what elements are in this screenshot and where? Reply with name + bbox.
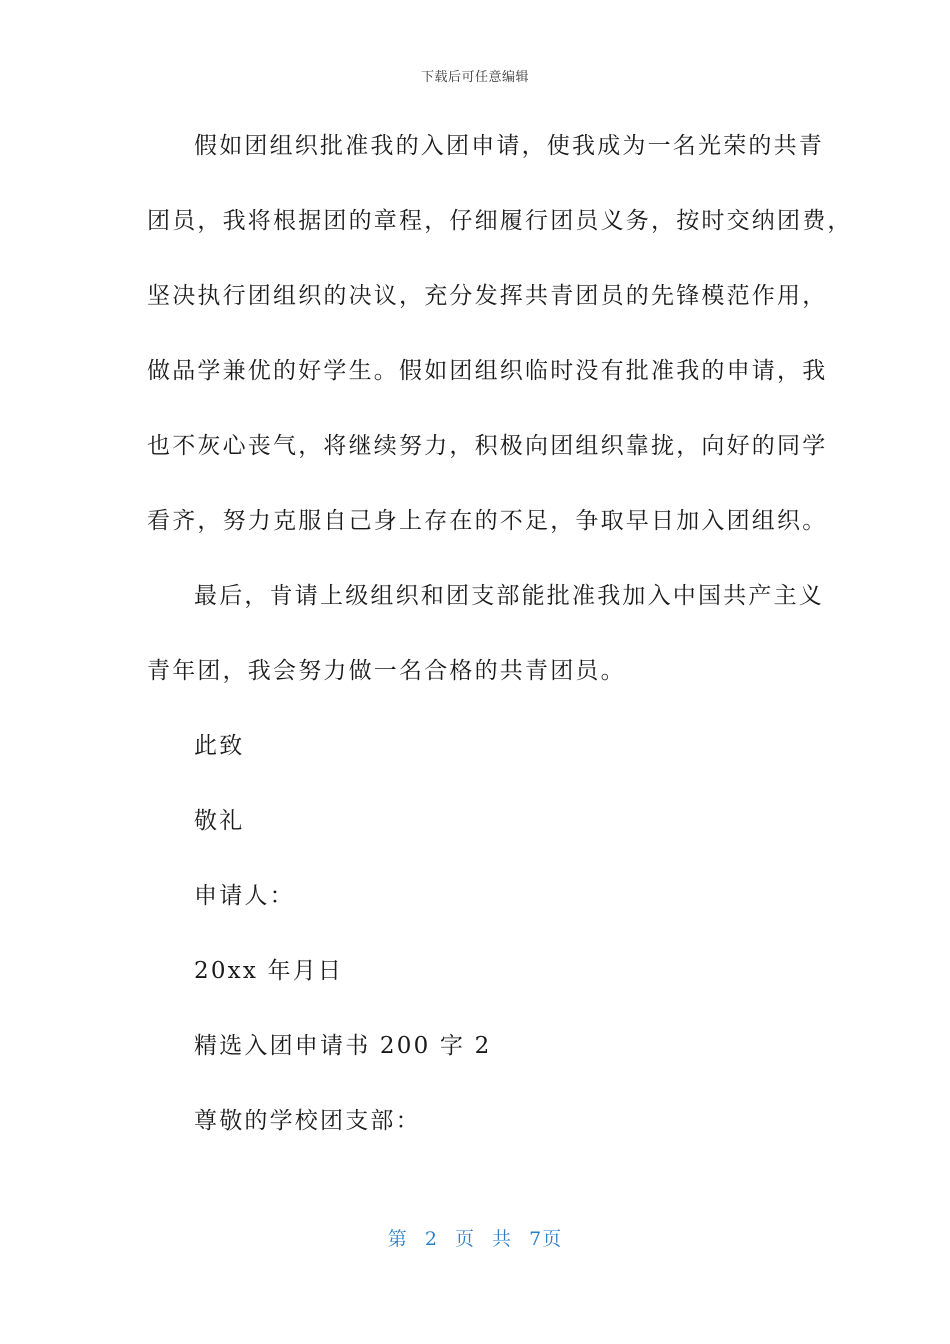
document-body [147,124,853,1174]
body-line: 团员，我将根据团的章程，仔细履行团员义务，按时交纳团费， [147,208,853,234]
body-line: 看齐，努力克服自己身上存在的不足，争取早日加入团组织。 [147,508,828,534]
closing-salutation: 此致 [194,733,245,759]
footer-total-pages: 7页 [529,1228,563,1250]
body-line: 青年团，我会努力做一名合格的共青团员。 [147,658,626,684]
applicant-label: 申请人： [194,883,295,909]
body-line: 也不灰心丧气，将继续努力，积极向团组织靠拢，向好的同学 [147,433,828,459]
header-note: 下载后可任意编辑 [420,70,529,85]
greeting-line: 尊敬的学校团支部： [194,1108,421,1134]
section-title: 精选入团申请书 200 字 2 [194,1033,492,1059]
body-line: 假如团组织批准我的入团申请，使我成为一名光荣的共青 [194,133,824,159]
body-line: 坚决执行团组织的决议，充分发挥共青团员的先锋模范作用， [147,283,828,309]
footer-page-unit: 页 [454,1228,475,1250]
footer-page-label: 第 [387,1228,408,1250]
footer-total-label: 共 [492,1228,513,1250]
closing-regards: 敬礼 [194,808,245,834]
body-line: 做品学兼优的好学生。假如团组织临时没有批准我的申请，我 [147,358,828,384]
date-line: 20xx 年月日 [194,958,344,984]
footer-current-page: 2 [424,1228,438,1250]
page-footer [0,1224,950,1251]
body-line: 最后，肯请上级组织和团支部能批准我加入中国共产主义 [194,583,824,609]
